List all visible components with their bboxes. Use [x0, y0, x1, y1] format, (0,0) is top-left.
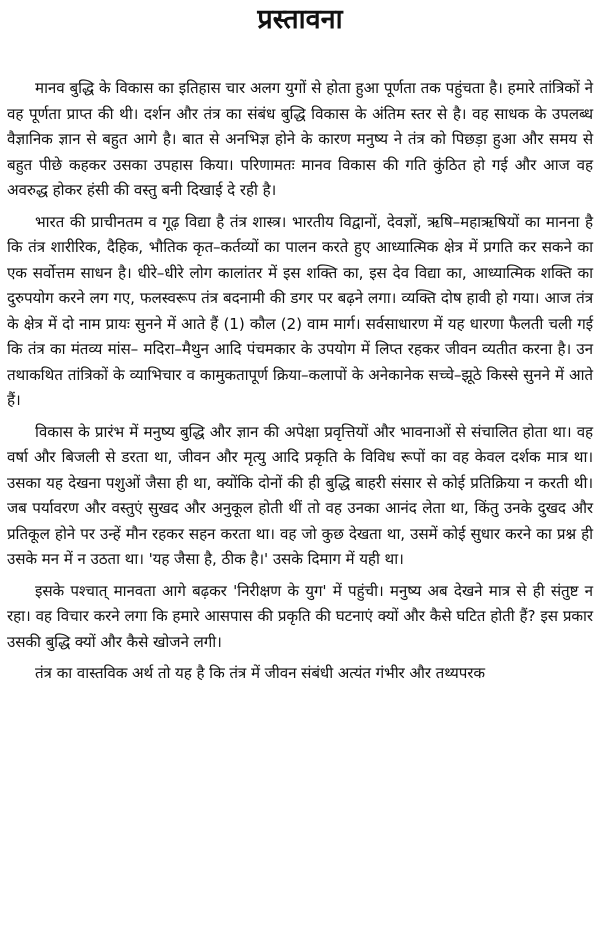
paragraph-4: इसके पश्चात् मानवता आगे बढ़कर 'निरीक्षण के युग' में पहुंची। मनुष्य अब देखने मात्र से ही संतुष्ट न रहा। वह विचार करने लगा कि हमारे आसपास की प्रकृति की घटनाएं क्यों और कैसे घटित होती हैं? इस प्रकार उसकी बुद्धि क्यों और कैसे खोजने लगी।: [7, 581, 593, 651]
paragraph-1: मानव बुद्धि के विकास का इतिहास चार अलग युगों से होता हुआ पूर्णता तक पहुंचता है। हमारे तांत्रिकों ने वह पूर्णता प्राप्त की थी। दर्शन और तंत्र का संबंध बुद्धि विकास के अंतिम स्तर से है। वह साधक के उपलब्ध वैज्ञानिक ज्ञान से बहुत आगे है। बात से अनभिज्ञ होने के कारण मनुष्य ने तंत्र को पिछड़ा हुआ और समय से बहुत पीछे कहकर उसका उपहास किया। परिणामतः मानव विकास की गति कुंठित हो गई और आज वह अवरुद्ध होकर हंसी की वस्तु बनी दिखाई दे रही है।: [7, 79, 593, 199]
paragraph-2: भारत की प्राचीनतम व गूढ़ विद्या है तंत्र शास्त्र। भारतीय विद्वानों, देवज्ञों, ऋषि–महाऋषियों का मानना है कि तंत्र शारीरिक, दैहिक, भौतिक कृत–कर्तव्यों का पालन करते हुए आध्यात्मिक क्षेत्र में प्रगति कर सकने का एक सर्वोत्तम साधन है। धीरे–धीरे लोग कालांतर में इस शक्ति का, इस देव विद्या का, आध्यात्मिक शक्ति का दुरुपयोग करने लग गए, फलस्वरूप तंत्र बदनामी की डगर पर बढ़ने लगा। व्यक्ति दोष हावी हो गया। आज तंत्र के क्षेत्र में दो नाम प्रायः सुनने में आते हैं (1) कौल (2) वाम मार्ग। सर्वसाधारण में यह धारणा फैलती चली गई कि तंत्र का मंतव्य मांस– मदिरा–मैथुन आदि पंचमकार के उपयोग में लिप्त रहकर जीवन व्यतीत करना है। उन तथाकथित तांत्रिकों के व्याभिचार व कामुकतापूर्ण क्रिया–कलापों के अनेकानेक सच्चे–झूठे किस्से सुनने में आते हैं।: [7, 212, 593, 409]
paragraph-3: विकास के प्रारंभ में मनुष्य बुद्धि और ज्ञान की अपेक्षा प्रवृत्तियों और भावनाओं से संचालित होता था। वह वर्षा और बिजली से डरता था, जीवन और मृत्यु आदि प्रकृति के विविध रूपों का वह केवल दर्शक मात्र था। उसका यह देखना पशुओं जैसा ही था, क्योंकि दोनों की ही बुद्धि बाहरी संसार से कोई प्रतिक्रिया न करती थी। जब पर्यावरण और वस्तुएं सुखद और अनुकूल होती थीं तो वह उनका आनंद लेता था, किंतु उनके दुखद और प्रतिकूल होने पर उन्हें मौन रहकर सहन करता था। वह जो कुछ देखता था, उसमें कोई सुधार करने का प्रश्न ही उसके मन में न उठता था। 'यह जैसा है, ठीक है।' उसके दिमाग में यही था।: [7, 422, 593, 568]
document-body: [7, 76, 593, 687]
page-title: प्रस्तावना: [257, 4, 343, 35]
paragraph-5: तंत्र का वास्तविक अर्थ तो यह है कि तंत्र में जीवन संबंधी अत्यंत गंभीर और तथ्यपरक: [35, 664, 485, 682]
